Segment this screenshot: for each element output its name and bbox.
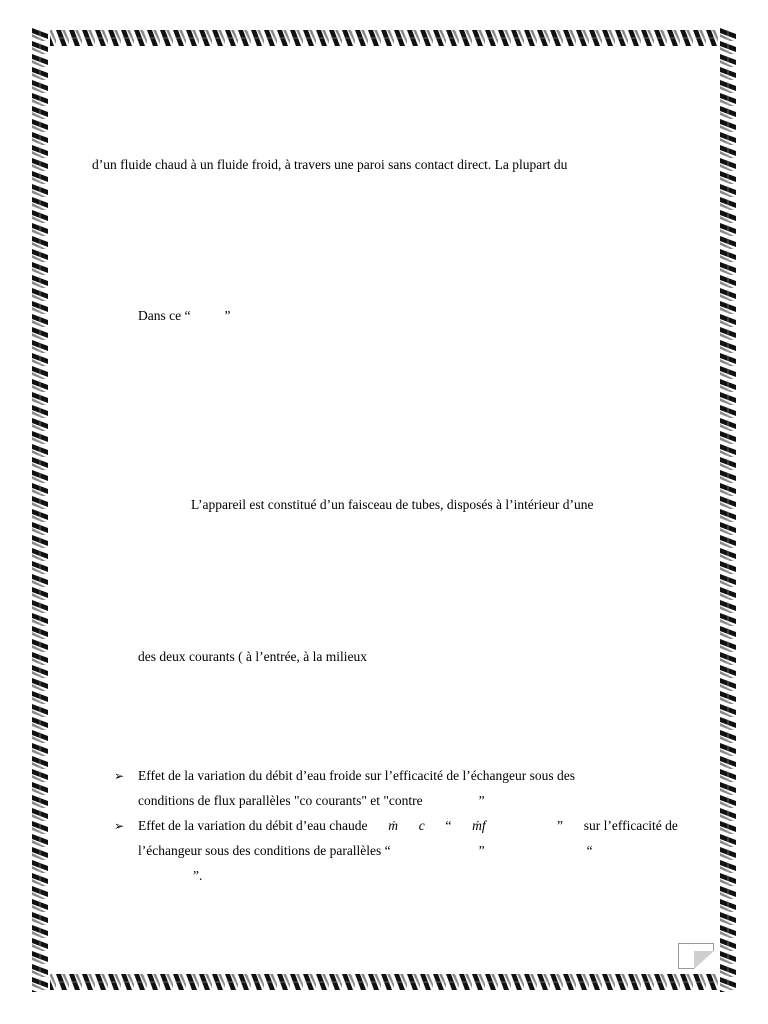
text-line-2 xyxy=(138,308,230,324)
page-number-box xyxy=(678,943,714,969)
bullet-2-line-1-text: Effet de la variation du débit d’eau chaude xyxy=(138,818,368,833)
bullet-arrow-icon: ➢ xyxy=(114,769,125,783)
page-curl-icon xyxy=(694,951,714,969)
text-line-1: d’un fluide chaud à un fluide froid, à travers une paroi sans contact direct. La plupart du xyxy=(92,157,568,172)
bullet-2-math-mdot: ṁ xyxy=(388,818,398,833)
text-line-2-end: ” xyxy=(224,308,231,323)
bullet-2-line-3: ”. xyxy=(193,868,203,883)
page-border-left xyxy=(30,28,50,992)
text-line-3: L’appareil est constitué d’un faisceau de tubes, disposés à l’intérieur d’une xyxy=(191,497,594,512)
text-line-2-start: Dans ce “ xyxy=(138,308,191,323)
bullet-2-line-2-text: l’échangeur sous des conditions de parallèles “ xyxy=(138,843,391,858)
bullet-2-line-2-quote-open: “ xyxy=(586,843,593,858)
page-border-right xyxy=(718,28,738,992)
bullet-2-line-2-quote-close: ” xyxy=(478,843,485,858)
page-border-bottom xyxy=(30,972,738,992)
bullet-2-line-1 xyxy=(138,818,678,834)
bullet-arrow-icon: ➢ xyxy=(114,819,125,833)
bullet-2-math-c: c xyxy=(418,818,425,833)
bullet-2-quote-close: ” xyxy=(557,818,563,833)
bullet-2-line-2 xyxy=(138,843,593,859)
bullet-1-line-2-quote: ” xyxy=(478,793,485,808)
bullet-1-line-2-text: conditions de flux parallèles "co courants" et "contre xyxy=(138,793,423,808)
text-line-4: des deux courants ( à l’entrée, à la milieux xyxy=(138,649,368,664)
page-border-top xyxy=(30,28,738,48)
bullet-2-math-mf: ṁf xyxy=(472,818,486,833)
bullet-1-line-1: Effet de la variation du débit d’eau froide sur l’efficacité de l’échangeur sous des xyxy=(138,768,575,783)
bullet-1-line-2 xyxy=(138,793,485,809)
bullet-2-quote-open: “ xyxy=(445,818,452,833)
bullet-2-line-1-end: sur l’efficacité de xyxy=(583,818,678,833)
page-number: 1 xyxy=(693,950,699,960)
